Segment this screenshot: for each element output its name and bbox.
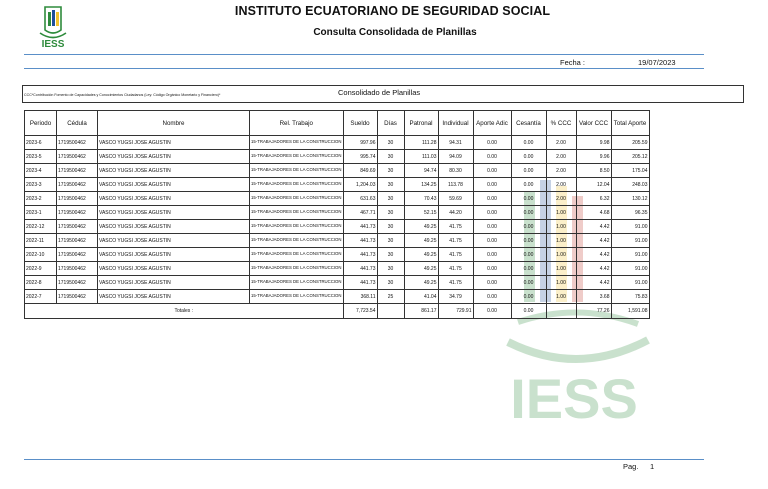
- cell-dias: 25: [377, 290, 404, 304]
- table-row: [25, 206, 650, 220]
- cell-pct-ccc: 1.00: [546, 220, 576, 234]
- table-row: [25, 290, 650, 304]
- cell-cedula: 1719500462: [57, 178, 98, 192]
- cell-cesantia: 0.00: [511, 164, 546, 178]
- col-valor-ccc: Valor CCC: [576, 111, 611, 136]
- total-valor-ccc: 77.26: [576, 304, 611, 319]
- cell-patronal: 41.04: [404, 290, 438, 304]
- cell-total-aporte: 91.00: [611, 220, 649, 234]
- cell-individual: 44.20: [438, 206, 473, 220]
- cell-patronal: 111.28: [404, 136, 438, 150]
- cell-individual: 59.69: [438, 192, 473, 206]
- cell-periodo: 2023-6: [25, 136, 57, 150]
- cell-aporte-adic: 0.00: [473, 178, 511, 192]
- col-total-aporte: Total Aporte: [611, 111, 649, 136]
- total-cesantia: 0.00: [511, 304, 546, 319]
- cell-dias: 30: [377, 220, 404, 234]
- cell-rel-trabajo: 15-TRABAJADORES DE LA CONSTRUCCION: [250, 290, 344, 304]
- cell-individual: 41.75: [438, 234, 473, 248]
- cell-pct-ccc: 1.00: [546, 248, 576, 262]
- table-row: [25, 136, 650, 150]
- cell-pct-ccc: 1.00: [546, 290, 576, 304]
- cell-periodo: 2022-8: [25, 276, 57, 290]
- table-row: [25, 234, 650, 248]
- cell-cedula: 1719500462: [57, 220, 98, 234]
- total-pct-ccc: [546, 304, 576, 319]
- col-individual: Individual: [438, 111, 473, 136]
- table-row: [25, 262, 650, 276]
- table-row: [25, 276, 650, 290]
- cell-nombre: VASCO YUGSI JOSE AGUSTIN: [98, 220, 250, 234]
- logo-text: IESS: [41, 39, 65, 49]
- cell-individual: 41.75: [438, 220, 473, 234]
- table-row: [25, 192, 650, 206]
- cell-cesantia: 0.00: [511, 192, 546, 206]
- cell-individual: 94.31: [438, 136, 473, 150]
- cell-nombre: VASCO YUGSI JOSE AGUSTIN: [98, 178, 250, 192]
- cell-aporte-adic: 0.00: [473, 164, 511, 178]
- total-aporte-adic: 0.00: [473, 304, 511, 319]
- cell-rel-trabajo: 15-TRABAJADORES DE LA CONSTRUCCION: [250, 248, 344, 262]
- cell-patronal: 111.03: [404, 150, 438, 164]
- cell-sueldo: 631.63: [343, 192, 377, 206]
- header-divider: [24, 54, 704, 55]
- cell-valor-ccc: 4.68: [576, 206, 611, 220]
- cell-periodo: 2022-11: [25, 234, 57, 248]
- cell-rel-trabajo: 15-TRABAJADORES DE LA CONSTRUCCION: [250, 178, 344, 192]
- cell-rel-trabajo: 15-TRABAJADORES DE LA CONSTRUCCION: [250, 234, 344, 248]
- cell-rel-trabajo: 15-TRABAJADORES DE LA CONSTRUCCION: [250, 206, 344, 220]
- cell-total-aporte: 130.12: [611, 192, 649, 206]
- cell-valor-ccc: 6.32: [576, 192, 611, 206]
- cell-pct-ccc: 2.00: [546, 164, 576, 178]
- cell-pct-ccc: 1.00: [546, 276, 576, 290]
- cell-nombre: VASCO YUGSI JOSE AGUSTIN: [98, 276, 250, 290]
- cell-total-aporte: 248.03: [611, 178, 649, 192]
- totals-row: [25, 304, 650, 319]
- cell-cesantia: 0.00: [511, 234, 546, 248]
- cell-valor-ccc: 12.04: [576, 178, 611, 192]
- cell-rel-trabajo: 15-TRABAJADORES DE LA CONSTRUCCION: [250, 192, 344, 206]
- col-rel-trabajo: Rel. Trabajo: [250, 111, 344, 136]
- cell-valor-ccc: 4.42: [576, 248, 611, 262]
- col-periodo: Periodo: [25, 111, 57, 136]
- cell-nombre: VASCO YUGSI JOSE AGUSTIN: [98, 234, 250, 248]
- cell-valor-ccc: 8.50: [576, 164, 611, 178]
- cell-cesantia: 0.00: [511, 220, 546, 234]
- cell-cesantia: 0.00: [511, 276, 546, 290]
- cell-sueldo: 1,204.03: [343, 178, 377, 192]
- section-title: Consolidado de Planillas: [338, 88, 421, 97]
- cell-cesantia: 0.00: [511, 178, 546, 192]
- cell-dias: 30: [377, 262, 404, 276]
- cell-dias: 30: [377, 164, 404, 178]
- cell-individual: 80.30: [438, 164, 473, 178]
- cell-cedula: 1719500462: [57, 164, 98, 178]
- date-divider: [24, 68, 704, 69]
- total-individual: 729.91: [438, 304, 473, 319]
- cell-periodo: 2023-4: [25, 164, 57, 178]
- cell-sueldo: 849.69: [343, 164, 377, 178]
- cell-sueldo: 441.73: [343, 234, 377, 248]
- cell-patronal: 49.25: [404, 262, 438, 276]
- cell-nombre: VASCO YUGSI JOSE AGUSTIN: [98, 192, 250, 206]
- col-patronal: Patronal: [404, 111, 438, 136]
- cell-total-aporte: 175.04: [611, 164, 649, 178]
- cell-valor-ccc: 9.96: [576, 150, 611, 164]
- cell-aporte-adic: 0.00: [473, 136, 511, 150]
- cell-cedula: 1719500462: [57, 248, 98, 262]
- fecha-value: 19/07/2023: [638, 58, 676, 67]
- cell-total-aporte: 91.00: [611, 262, 649, 276]
- cell-periodo: 2023-5: [25, 150, 57, 164]
- page-number: 1: [650, 462, 655, 471]
- cell-cesantia: 0.00: [511, 262, 546, 276]
- cell-valor-ccc: 4.42: [576, 234, 611, 248]
- cell-sueldo: 368.11: [343, 290, 377, 304]
- cell-periodo: 2023-1: [25, 206, 57, 220]
- cell-cesantia: 0.00: [511, 248, 546, 262]
- watermark-text: IESS: [510, 367, 638, 430]
- cell-nombre: VASCO YUGSI JOSE AGUSTIN: [98, 136, 250, 150]
- cell-patronal: 49.25: [404, 248, 438, 262]
- cell-cesantia: 0.00: [511, 206, 546, 220]
- cell-cedula: 1719500462: [57, 290, 98, 304]
- cell-sueldo: 441.73: [343, 220, 377, 234]
- cell-dias: 30: [377, 150, 404, 164]
- cell-total-aporte: 91.00: [611, 234, 649, 248]
- cell-individual: 94.09: [438, 150, 473, 164]
- cell-individual: 41.75: [438, 276, 473, 290]
- total-total-aporte: 1,591.08: [611, 304, 649, 319]
- cell-aporte-adic: 0.00: [473, 262, 511, 276]
- cell-patronal: 94.74: [404, 164, 438, 178]
- cell-pct-ccc: 1.00: [546, 206, 576, 220]
- cell-aporte-adic: 0.00: [473, 192, 511, 206]
- cell-nombre: VASCO YUGSI JOSE AGUSTIN: [98, 150, 250, 164]
- cell-cesantia: 0.00: [511, 150, 546, 164]
- cell-rel-trabajo: 15-TRABAJADORES DE LA CONSTRUCCION: [250, 150, 344, 164]
- table-row: [25, 150, 650, 164]
- cell-nombre: VASCO YUGSI JOSE AGUSTIN: [98, 206, 250, 220]
- page-subtitle: Consulta Consolidada de Planillas: [313, 27, 477, 38]
- cell-cedula: 1719500462: [57, 206, 98, 220]
- table-row: [25, 178, 650, 192]
- cell-cedula: 1719500462: [57, 234, 98, 248]
- cell-sueldo: 441.73: [343, 276, 377, 290]
- cell-total-aporte: 91.00: [611, 276, 649, 290]
- page-title: INSTITUTO ECUATORIANO DE SEGURIDAD SOCIAL: [234, 4, 551, 18]
- cell-rel-trabajo: 15-TRABAJADORES DE LA CONSTRUCCION: [250, 262, 344, 276]
- page-label: Pag.: [623, 462, 639, 471]
- cell-dias: 30: [377, 234, 404, 248]
- fecha-label: Fecha :: [560, 58, 586, 67]
- cell-aporte-adic: 0.00: [473, 234, 511, 248]
- footer-divider: [24, 459, 704, 460]
- planillas-table: [24, 110, 650, 319]
- cell-patronal: 134.25: [404, 178, 438, 192]
- cell-rel-trabajo: 15-TRABAJADORES DE LA CONSTRUCCION: [250, 220, 344, 234]
- cell-rel-trabajo: 15-TRABAJADORES DE LA CONSTRUCCION: [250, 164, 344, 178]
- cell-cedula: 1719500462: [57, 262, 98, 276]
- cell-dias: 30: [377, 206, 404, 220]
- cell-patronal: 49.25: [404, 220, 438, 234]
- cell-aporte-adic: 0.00: [473, 290, 511, 304]
- cell-total-aporte: 91.00: [611, 248, 649, 262]
- cell-aporte-adic: 0.00: [473, 248, 511, 262]
- table-row: [25, 220, 650, 234]
- cell-aporte-adic: 0.00: [473, 150, 511, 164]
- cell-pct-ccc: 2.00: [546, 150, 576, 164]
- cell-nombre: VASCO YUGSI JOSE AGUSTIN: [98, 262, 250, 276]
- cell-sueldo: 441.73: [343, 262, 377, 276]
- cell-cedula: 1719500462: [57, 276, 98, 290]
- col-dias: Días: [377, 111, 404, 136]
- cell-patronal: 52.15: [404, 206, 438, 220]
- cell-sueldo: 995.74: [343, 150, 377, 164]
- cell-cedula: 1719500462: [57, 150, 98, 164]
- col-nombre: Nombre: [98, 111, 250, 136]
- cell-rel-trabajo: 15-TRABAJADORES DE LA CONSTRUCCION: [250, 276, 344, 290]
- cell-dias: 30: [377, 192, 404, 206]
- table-header-row: [25, 111, 650, 136]
- cell-total-aporte: 75.83: [611, 290, 649, 304]
- cell-periodo: 2023-3: [25, 178, 57, 192]
- cell-nombre: VASCO YUGSI JOSE AGUSTIN: [98, 290, 250, 304]
- cell-periodo: 2023-2: [25, 192, 57, 206]
- cell-patronal: 49.25: [404, 276, 438, 290]
- cell-cedula: 1719500462: [57, 192, 98, 206]
- cell-rel-trabajo: 15-TRABAJADORES DE LA CONSTRUCCION: [250, 136, 344, 150]
- cell-cesantia: 0.00: [511, 136, 546, 150]
- cell-periodo: 2022-12: [25, 220, 57, 234]
- cell-patronal: 49.25: [404, 234, 438, 248]
- cell-individual: 41.75: [438, 248, 473, 262]
- iess-logo-icon: [34, 3, 72, 49]
- cell-individual: 34.79: [438, 290, 473, 304]
- cell-pct-ccc: 1.00: [546, 262, 576, 276]
- cell-total-aporte: 205.12: [611, 150, 649, 164]
- col-pct-ccc: % CCC: [546, 111, 576, 136]
- col-aporte-adic: Aporte Adic: [473, 111, 511, 136]
- table-row: [25, 164, 650, 178]
- cell-sueldo: 441.73: [343, 248, 377, 262]
- cell-dias: 30: [377, 178, 404, 192]
- cell-aporte-adic: 0.00: [473, 276, 511, 290]
- cell-cesantia: 0.00: [511, 290, 546, 304]
- cell-pct-ccc: 2.00: [546, 178, 576, 192]
- col-cesantia: Cesantía: [511, 111, 546, 136]
- cell-individual: 113.78: [438, 178, 473, 192]
- cell-valor-ccc: 4.42: [576, 220, 611, 234]
- cell-sueldo: 467.71: [343, 206, 377, 220]
- ccc-note: CCC*Contribución Fomento de Capacidades y Conocimientos Ciudadanos (Ley: Código Orgánico Monetario y Financiero)*: [24, 93, 221, 97]
- cell-dias: 30: [377, 276, 404, 290]
- cell-aporte-adic: 0.00: [473, 220, 511, 234]
- cell-dias: 30: [377, 248, 404, 262]
- cell-valor-ccc: 3.68: [576, 290, 611, 304]
- cell-nombre: VASCO YUGSI JOSE AGUSTIN: [98, 164, 250, 178]
- cell-pct-ccc: 2.00: [546, 192, 576, 206]
- cell-nombre: VASCO YUGSI JOSE AGUSTIN: [98, 248, 250, 262]
- table-row: [25, 248, 650, 262]
- total-patronal: 861.17: [404, 304, 438, 319]
- cell-individual: 41.75: [438, 262, 473, 276]
- cell-pct-ccc: 2.00: [546, 136, 576, 150]
- cell-total-aporte: 205.59: [611, 136, 649, 150]
- cell-periodo: 2022-10: [25, 248, 57, 262]
- cell-valor-ccc: 4.42: [576, 262, 611, 276]
- cell-dias: 30: [377, 136, 404, 150]
- total-dias: [377, 304, 404, 319]
- totals-label: Totales :: [25, 304, 344, 319]
- cell-periodo: 2022-9: [25, 262, 57, 276]
- cell-valor-ccc: 9.98: [576, 136, 611, 150]
- col-cedula: Cédula: [57, 111, 98, 136]
- cell-patronal: 70.43: [404, 192, 438, 206]
- col-sueldo: Sueldo: [343, 111, 377, 136]
- cell-cedula: 1719500462: [57, 136, 98, 150]
- cell-pct-ccc: 1.00: [546, 234, 576, 248]
- cell-periodo: 2022-7: [25, 290, 57, 304]
- total-sueldo: 7,723.54: [343, 304, 377, 319]
- cell-sueldo: 997.96: [343, 136, 377, 150]
- cell-valor-ccc: 4.42: [576, 276, 611, 290]
- cell-total-aporte: 96.35: [611, 206, 649, 220]
- cell-aporte-adic: 0.00: [473, 206, 511, 220]
